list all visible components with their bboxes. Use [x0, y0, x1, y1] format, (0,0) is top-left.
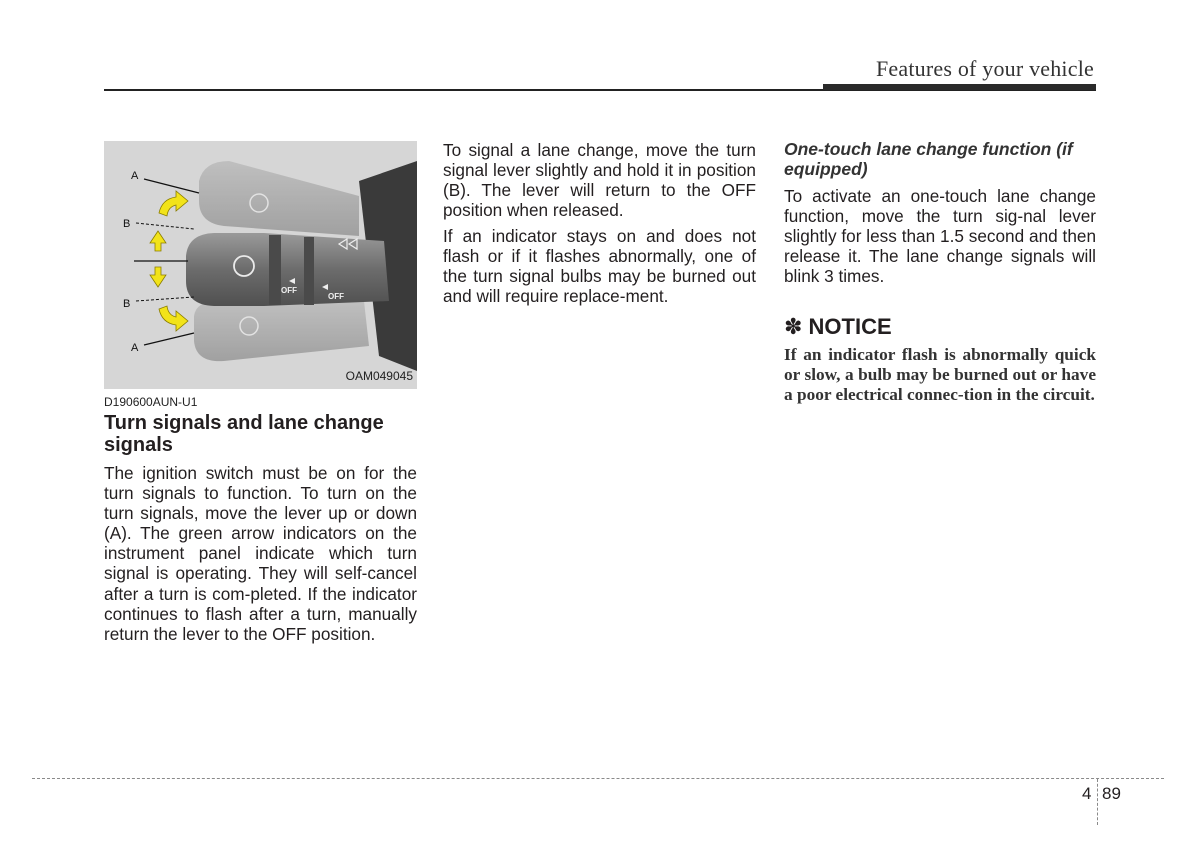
page-chapter: 4: [1082, 784, 1092, 803]
lever-lower-position: [194, 301, 369, 361]
figure-code: OAM049045: [345, 369, 413, 383]
lever-upper-position: [199, 161, 359, 236]
lane-change-paragraph: To signal a lane change, move the turn signal lever slightly and hold it in position (B). The lever will return to the OFF position when released.: [443, 140, 756, 221]
one-touch-paragraph: To activate an one-touch lane change function, move the turn sig-nal lever slightly for less than 1.5 second and then release it. The lane change signals will blink 3 times.: [784, 186, 1096, 287]
page-number: 89: [1102, 784, 1121, 803]
label-a-lower: A: [131, 342, 139, 354]
label-a-upper: A: [131, 170, 139, 182]
off-marking-2: OFF: [328, 292, 344, 301]
notice-title: ✽ NOTICE: [784, 314, 892, 339]
indicator-fault-paragraph: If an indicator stays on and does not flash or if it flashes abnormally, one of the turn signal bulbs may be burned out and will require replace-ment.: [443, 226, 756, 307]
footer-rule: [32, 778, 1164, 779]
page-header-title: Features of your vehicle: [875, 56, 1094, 81]
lever-drawing: [104, 141, 417, 389]
turn-signal-lever-illustration: [104, 141, 417, 389]
label-b-lower: B: [123, 298, 131, 310]
turn-signal-paragraph: The ignition switch must be on for the turn signals to function. To turn on the turn signals, move the lever up or down (A). The green arrow indicators on the instrument panel indicate which turn signal is operating. They will self-cancel after a turn is com-pleted. If the indicator continues to flash after a turn, manually return the lever to the OFF position.: [104, 463, 417, 644]
section-heading: Turn signals and lane change signals: [104, 412, 384, 456]
arrow-up-icon: [150, 231, 166, 251]
notice-body: If an indicator flash is abnormally quick or slow, a bulb may be burned out or have a poor electrical connec-tion in the circuit.: [784, 345, 1096, 405]
document-code: D190600AUN-U1: [104, 395, 198, 409]
arrow-down-icon: [150, 267, 166, 287]
off-marking-1: OFF: [281, 286, 297, 295]
lever-neutral-position: [186, 233, 389, 306]
arrow-curved-up-icon: [159, 191, 188, 216]
header-rule-accent: [823, 84, 1096, 90]
one-touch-heading: One-touch lane change function (if equipped): [784, 139, 1073, 179]
label-b-upper: B: [123, 218, 131, 230]
arrow-curved-down-icon: [159, 306, 188, 331]
footer-divider: [1097, 779, 1098, 825]
